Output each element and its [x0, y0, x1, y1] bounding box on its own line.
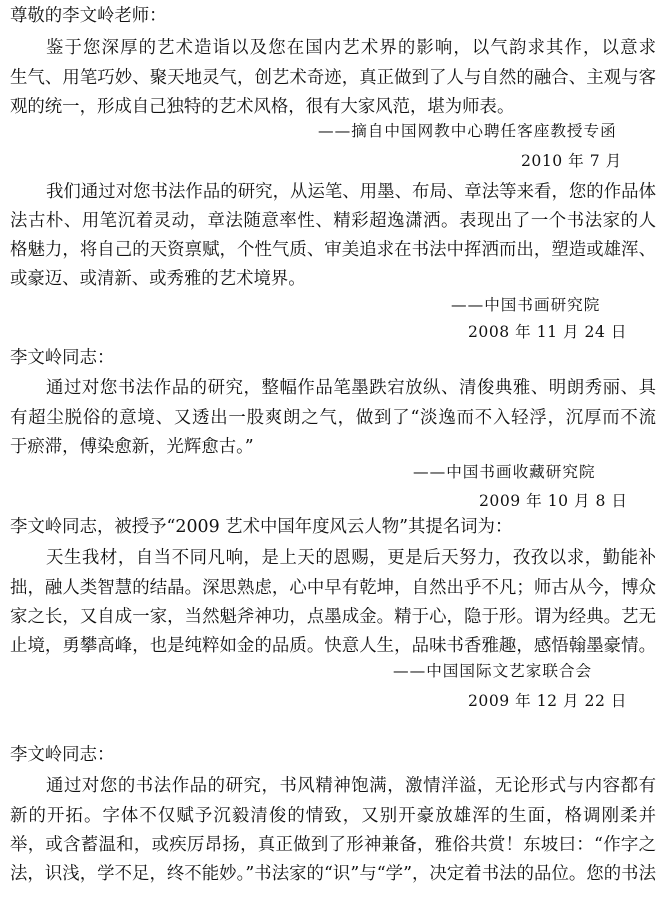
section-3-line-3: 于瘀滞，傅染愈新，光辉愈古。”: [10, 437, 254, 457]
section-4-attribution: ——中国国际文艺家联合会: [393, 662, 593, 680]
section-4-line-4: 止境，勇攀高峰，也是纯粹如金的品质。快意人生，品味书香雅趣，感悟翰墨豪情。: [10, 636, 656, 656]
section-2-line-4: 或豪迈、或清新、或秀雅的艺术境界。: [10, 269, 306, 289]
section-4-date: 2009 年 12 月 22 日: [468, 692, 627, 710]
section-3-line-1: 通过对您书法作品的研究，整幅作品笔墨跌宕放纵、清俊典雅、明朗秀丽、具: [46, 378, 656, 398]
section-1-heading: 尊敬的李文岭老师：: [10, 6, 167, 26]
section-1-line-3: 观的统一，形成自己独特的艺术风格，很有大家风范，堪为师表。: [10, 97, 515, 117]
section-2-line-2: 法古朴、用笔沉着灵动，章法随意率性、精彩超逸潇洒。表现出了一个书法家的人: [10, 211, 656, 231]
section-1-line-2: 生气、用笔巧妙、聚天地灵气，创艺术奇迹，真正做到了人与自然的融合、主观与客: [10, 68, 656, 88]
section-2-line-1: 我们通过对您书法作品的研究，从运笔、用墨、布局、章法等来看，您的作品体: [46, 182, 656, 202]
section-4-line-1: 天生我材，自当不同凡响，是上天的恩赐，更是后天努力，孜孜以求，勤能补: [46, 548, 656, 568]
section-2-line-3: 格魅力，将自己的天资禀赋，个性气质、审美追求在书法中挥洒而出，塑造或雄浑、: [10, 240, 656, 260]
section-3-heading: 李文岭同志：: [10, 348, 115, 368]
section-5-heading: 李文岭同志：: [10, 745, 115, 765]
section-4-line-2: 拙，融人类智慧的结晶。深思熟虑，心中早有乾坤，自然出乎不凡；师古从今，博众: [10, 578, 656, 598]
section-3-date: 2009 年 10 月 8 日: [479, 492, 628, 510]
section-5-line-2: 新的开拓。字体不仅赋予沉毅清俊的情致，又别开豪放雄浑的生面，格调刚柔并: [10, 806, 656, 826]
section-4-line-3: 家之长，又自成一家，当然魁斧神功，点墨成金。精于心，隐于形。谓为经典。艺无: [10, 607, 656, 627]
section-2-attribution: ——中国书画研究院: [451, 296, 601, 314]
section-1-line-1: 鉴于您深厚的艺术造诣以及您在国内艺术界的影响，以气韵求其作，以意求: [46, 38, 656, 58]
section-1-date: 2010 年 7 月: [521, 152, 622, 170]
section-4-heading: 李文岭同志，被授予“2009 艺术中国年度风云人物”其提名词为：: [10, 517, 513, 537]
section-5-line-1: 通过对您的书法作品的研究，书风精神饱满，激情洋溢，无论形式与内容都有: [46, 776, 656, 796]
section-5-line-4: 法，识浅，学不足，终不能妙。”书法家的“识”与“学”，决定着书法的品位。您的书法: [10, 864, 656, 884]
section-5-line-3: 举，或含蓄温和，或疾厉昂扬，真正做到了形神兼备，雅俗共赏！东坡曰：“作字之: [10, 835, 656, 855]
section-3-line-2: 有超尘脱俗的意境、又透出一股爽朗之气，做到了“淡逸而不入轻浮，沉厚而不流: [10, 408, 656, 428]
section-3-attribution: ——中国书画收藏研究院: [413, 463, 596, 481]
section-2-date: 2008 年 11 月 24 日: [468, 323, 627, 341]
section-1-attribution: ——摘自中国网教中心聘任客座教授专函: [318, 122, 617, 140]
